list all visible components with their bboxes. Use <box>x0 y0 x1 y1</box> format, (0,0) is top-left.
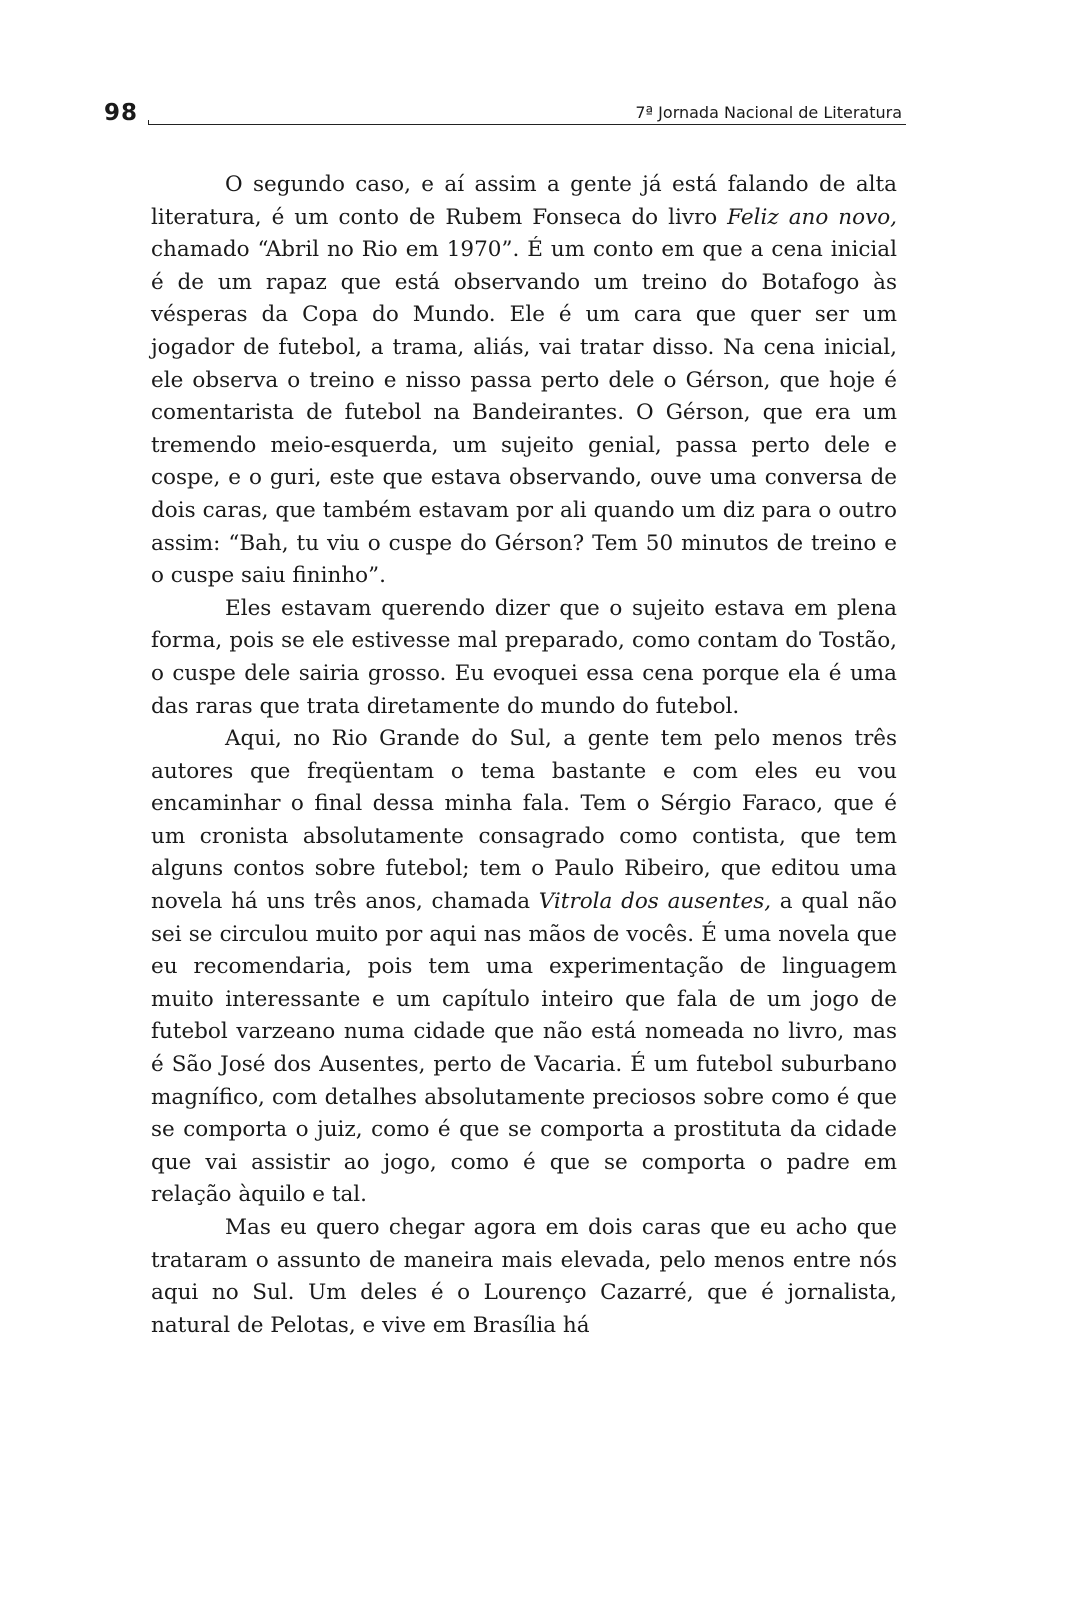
paragraph <box>151 169 897 593</box>
text-run: a qual não sei se circulou muito por aqui nas mãos de vocês. É uma novela que eu recomendaria, pois tem uma experimentação de linguagem muito interessante e um capítulo inteiro que fala de um jogo de futebol varzeano numa cidade que não está nomeada no livro, mas é São José dos Ausentes, perto de Vacaria. É um futebol suburbano magnífico, com detalhes absolutamente preciosos sobre como é que se comporta o juiz, como é que se comporta a prostituta da cidade que vai assistir ao jogo, como é que se comporta o padre em relação àquilo e tal. <box>151 889 898 1208</box>
running-title: 7ª Jornada Nacional de Literatura <box>635 103 902 122</box>
header-rule <box>148 124 906 125</box>
text-run: chamado “Abril no Rio em 1970”. É um conto em que a cena inicial é de um rapaz que está observando um treino do Botafogo às vésperas da Copa do Mundo. Ele é um cara que quer ser um jogador de futebol, a trama, aliás, vai tratar disso. Na cena inicial, ele observa o treino e nisso passa perto dele o Gérson, que hoje é comentarista de futebol na Bandeirantes. O Gérson, que era um tremendo meio-esquerda, um sujeito genial, passa perto dele e cospe, e o guri, este que estava observando, ouve uma conversa de dois caras, que também estavam por ali quando um diz para o outro assim: “Bah, tu viu o cuspe do Gérson? Tem 50 minutos de treino e o cuspe saiu fininho”. <box>151 237 897 589</box>
paragraph <box>151 723 897 1212</box>
text-run: O segundo caso, e aí assim a gente já está falando de alta literatura, é um conto de Rubem Fonseca do livro <box>151 172 897 230</box>
text-run: Aqui, no Rio Grande do Sul, a gente tem pelo menos três autores que freqüentam o tema bastante e com eles eu vou encaminhar o final dessa minha fala. Tem o Sérgio Faraco, que é um cronista absolutamente consagrado como contista, que tem alguns contos sobre futebol; tem o Paulo Ribeiro, que editou uma novela há uns três anos, chamada <box>151 726 897 915</box>
text-run: Mas eu quero chegar agora em dois caras que eu acho que trataram o assunto de maneira mais elevada, pelo menos entre nós aqui no Sul. Um deles é o Lourenço Cazarré, que é jornalista, natural de Pelotas, e vive em Brasília há <box>151 1215 897 1338</box>
book-title-vitrola-dos-ausentes: Vitrola dos ausentes, <box>538 889 772 915</box>
book-title-feliz-ano-novo: Feliz ano novo, <box>727 204 897 230</box>
paragraph <box>151 1212 897 1342</box>
body-text <box>151 169 897 1342</box>
text-run: Eles estavam querendo dizer que o sujeito estava em plena forma, pois se ele estivesse mal preparado, como contam do Tostão, o cuspe dele sairia grosso. Eu evoquei essa cena porque ela é uma das raras que trata diretamente do mundo do futebol. <box>151 595 897 719</box>
page-number: 98 <box>104 100 139 126</box>
page-header <box>104 100 906 128</box>
paragraph <box>151 593 897 723</box>
